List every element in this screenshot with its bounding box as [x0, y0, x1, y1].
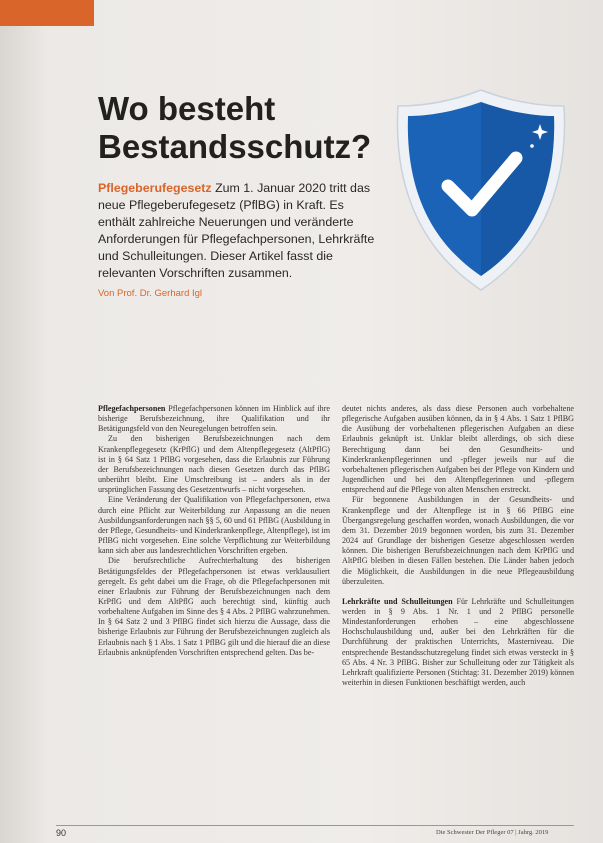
- text-column-2: [342, 404, 574, 688]
- article-lead: [98, 180, 383, 282]
- paragraph: Zu den bisherigen Berufsbezeichnungen nach dem Krankenpflegegesetz (KrPflG) und dem Altenpflegegesetz (AltPflG) ist in § 64 Satz 1 PflBG vorgesehen, dass die Erlaubnis zur Führung der Berufsbezeichnungen nach diesen Gesetzen durch das PflBG unberührt bleibt. Eine Umschreibung ist – anders als in der ursprünglichen Fassung des Gesetzentwurfs – nicht vorgesehen.: [98, 434, 330, 495]
- article-byline: Von Prof. Dr. Gerhard Igl: [98, 288, 203, 299]
- section-tab: [0, 0, 94, 26]
- lead-kicker: Pflegeberufegesetz: [98, 181, 212, 195]
- paragraph: Pflegefachpersonen Pflegefachpersonen können im Hinblick auf ihre bisherige Berufsbezeichnung, ihre Qualifikation und ihr Betätigungsfeld von den Neuregelungen betroffen sein.: [98, 404, 330, 434]
- lead-text: Zum 1. Januar 2020 tritt das neue Pflegeberufegesetz (PflBG) in Kraft. Es enthält zahlreiche Neuerungen und veränderte Anforderungen für Pflegefachpersonen, Lehrkräfte und Schulleitungen. Dieser Artikel fasst die relevanten Vorschriften zusammen.: [98, 181, 375, 280]
- footer-rule: [56, 825, 574, 826]
- article-headline: Wo besteht Bestandsschutz?: [98, 90, 372, 165]
- page-number: 90: [56, 828, 67, 838]
- paragraph: Lehrkräfte und Schulleitungen Für Lehrkräfte und Schulleitungen werden in § 9 Abs. 1 Nr. 1 und 2 PflBG personelle Mindestanforderungen erhoben – eine abgeschlossene Hochschulausbildung und, außer bei den Lehrkräften für die Durchführung der praktischen Unterrichts, Masterniveau. Die entsprechende Bestandsschutzregelung findet sich etwas versteckt in § 65 Abs. 4 Nr. 3 PflBG. Bisher zur Schulleitung oder zur Tätigkeit als Lehrkraft qualifizierte Personen (Stichtag: 31. Dezember 2019) können weiterhin in diesen Funktionen beschäftigt werden, auch: [342, 596, 574, 688]
- paragraph: Für begonnene Ausbildungen in der Gesundheits- und Krankenpflege und der Altenpflege ist in § 66 PflBG eine Übergangsregelung geschaffen worden, wonach Ausbildungen, die vor dem 31. Dezember 2019 begonnen worden, bis zum 31. Dezember 2024 auf Grundlage der bisherigen Gesetze abgeschlossen werden können. Die bisherigen Berufsbezeichnungen nach dem KrPflG und AltPflG bleiben in diesen Fällen bestehen. Die Länder haben jedoch die Möglichkeit, die Ausbildungen in die neue Pflegeausbildung überzuleiten.: [342, 495, 574, 586]
- running-title: Die Schwester Der Pfleger 07 | Jahrg. 2019: [436, 829, 549, 836]
- shield-check-icon: [392, 84, 570, 294]
- paragraph: Eine Veränderung der Qualifikation von Pflegefachpersonen, etwa durch eine Pflicht zur Weiterbildung zur Anpassung an die neuen Ausbildungsanforderungen nach §§ 5, 60 und 61 PflBG (Ausbildung in der Pflege, Gesundheits- und Kinderkrankenpflege, Altenpflege), ist im PflBG nicht vorgesehen. Eine solche Verpflichtung zur Weiterbildung kann sich aber aus landesrechtlichen Vorschriften ergeben.: [98, 495, 330, 556]
- paragraph: deutet nichts anderes, als dass diese Personen auch vorbehaltene pflegerische Aufgaben ausüben können, da in § 4 Abs. 1 Satz 1 PflBG die Ausübung der vorbehaltenen pflegerischen Aufgaben an diese Erlaubnis geknüpft ist. Unklar bleibt allerdings, ob sich diese Berechtigung dann bei den Gesundheits- und Kinderkrankenpflegerinnen und -pfleger jeweils nur auf die vorbehaltenen pflegerischen Aufgaben bei der Pflege von Kindern und Jugendlichen und bei den Altenpflegerinnen und -pflegern entsprechend auf die Pflege von alten Menschen erstreckt.: [342, 404, 574, 495]
- paragraph: Die berufsrechtliche Aufrechterhaltung des bisherigen Betätigungsfeldes der Pflegefachpersonen ist etwas verklausuliert geregelt. Es geht dabei um die Frage, ob die Pflegefachpersonen mit einer Erlaubnis zur Führung der Berufsbezeichnungen nach dem KrPflG und dem AltPflG auch berechtigt sind, künftig auch vorbehaltene Aufgaben im Sinne des § 4 Abs. 2 PflBG wahrzunehmen. In § 64 Satz 2 und 3 PflBG findet sich hierzu die Aussage, dass die bisherige Erlaubnis zur Führung der Berufsbezeichnungen zugleich als Erlaubnis nach § 1 Abs. 1 Satz 1 PflBG gilt und die hierauf die an diese Erlaubnis anknüpfenden Vorschriften entsprechend gelten. Das be-: [98, 556, 330, 657]
- text-column-1: [98, 404, 330, 658]
